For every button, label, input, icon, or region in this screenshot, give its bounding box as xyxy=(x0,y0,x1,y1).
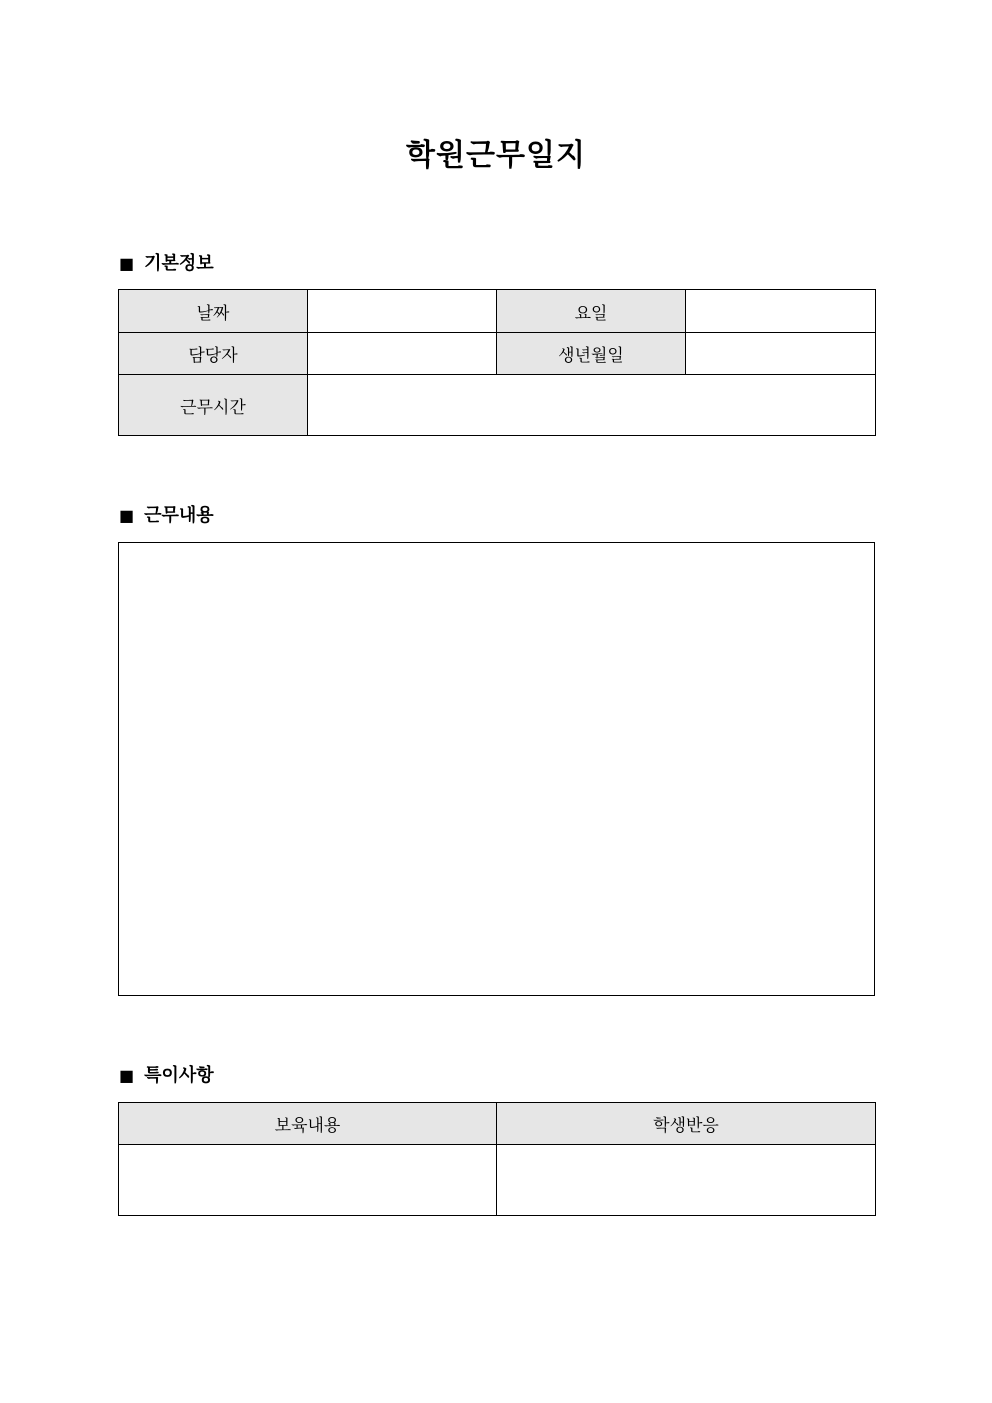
birthdate-label: 생년월일 xyxy=(497,333,686,375)
table-row xyxy=(119,375,876,436)
notes-table xyxy=(118,1102,876,1216)
table-row xyxy=(119,1145,876,1216)
section-heading-label: 특이사항 xyxy=(144,1065,214,1086)
section-heading-basic-info xyxy=(119,252,214,276)
table-row xyxy=(119,333,876,375)
section-heading-label: 기본정보 xyxy=(144,253,214,274)
section-heading-notes xyxy=(119,1064,214,1088)
student-response-field[interactable] xyxy=(497,1145,876,1216)
table-row xyxy=(119,290,876,333)
work-hours-label: 근무시간 xyxy=(119,375,308,436)
work-content-field[interactable] xyxy=(118,542,875,996)
student-response-header: 학생반응 xyxy=(497,1103,876,1145)
section-heading-label: 근무내용 xyxy=(144,505,214,526)
square-bullet-icon: ■ xyxy=(119,506,135,525)
document-title: 학원근무일지 xyxy=(406,138,586,173)
date-field[interactable] xyxy=(308,290,497,333)
square-bullet-icon: ■ xyxy=(119,1066,135,1085)
section-heading-work-content xyxy=(119,504,214,528)
care-content-field[interactable] xyxy=(119,1145,497,1216)
weekday-field[interactable] xyxy=(686,290,876,333)
birthdate-field[interactable] xyxy=(686,333,876,375)
manager-field[interactable] xyxy=(308,333,497,375)
date-label: 날짜 xyxy=(119,290,308,333)
work-hours-field[interactable] xyxy=(308,375,876,436)
manager-label: 담당자 xyxy=(119,333,308,375)
care-content-header: 보육내용 xyxy=(119,1103,497,1145)
basic-info-table xyxy=(118,289,876,436)
square-bullet-icon: ■ xyxy=(119,254,135,273)
weekday-label: 요일 xyxy=(497,290,686,333)
table-row xyxy=(119,1103,876,1145)
